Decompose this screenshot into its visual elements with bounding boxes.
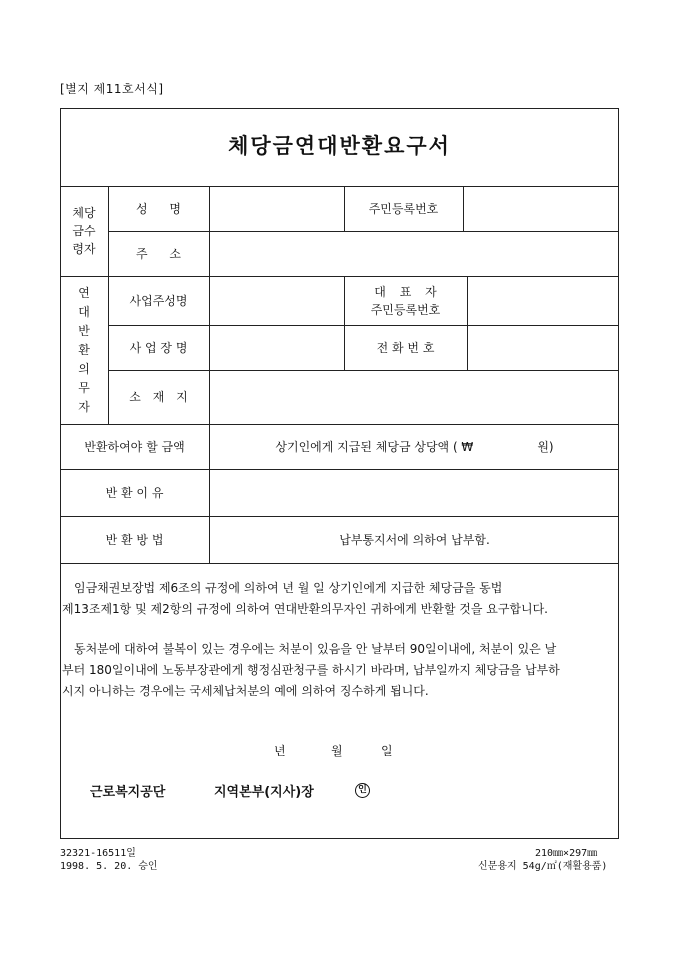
notice-paragraph-2 xyxy=(62,639,616,702)
name-label: 성 명 xyxy=(136,201,181,216)
office-head-title: 지역본부(지사)장 xyxy=(214,785,314,800)
owner-name-field[interactable] xyxy=(210,276,344,325)
group-label-line: 의 xyxy=(78,361,90,376)
group-label-line: 환 xyxy=(78,342,90,357)
resident-number-label: 주민등록번호 xyxy=(368,201,439,216)
seal-icon: 인 xyxy=(355,783,370,798)
address-field[interactable] xyxy=(210,231,619,276)
amount-label: 반환하여야 할 금액 xyxy=(84,439,185,454)
method-value: 납부통지서에 의하여 납부함. xyxy=(339,532,490,547)
location-label: 소 재 지 xyxy=(129,390,188,404)
owner-name-label: 사업주성명 xyxy=(129,293,188,308)
approval-date: 1998. 5. 20. 승인 xyxy=(60,861,158,872)
paragraph-line: 동처분에 대하여 불복이 있는 경우에는 처분이 있음을 안 날부터 90일이내에, 처분이 있은 날 xyxy=(74,642,557,656)
workplace-label: 사 업 장 명 xyxy=(129,340,188,355)
rep-label-line: 대 표 자 xyxy=(374,284,437,299)
obligor-group-label xyxy=(60,276,108,424)
representative-field[interactable] xyxy=(468,276,619,325)
workplace-field[interactable] xyxy=(210,325,344,370)
rep-label-line: 주민등록번호 xyxy=(370,302,441,317)
date-month-label: 월 xyxy=(331,744,343,758)
amount-text: 상기인에게 지급된 체당금 상당액 ( ₩ xyxy=(275,439,474,454)
phone-label: 전 화 번 호 xyxy=(376,340,435,355)
resident-number-field[interactable] xyxy=(464,186,619,231)
paragraph-line: 제13조제1항 및 제2항의 규정에 의하여 연대반환의무자인 귀하에게 반환할 것을 요구합니다. xyxy=(62,602,548,616)
amount-unit: 원) xyxy=(537,439,554,454)
phone-field[interactable] xyxy=(468,325,619,370)
representative-label xyxy=(344,276,467,325)
group-label-line: 령자 xyxy=(72,242,96,256)
paragraph-line: 임금채권보장법 제6조의 규정에 의하여 년 월 일 상기인에게 지급한 체당금을 동법 xyxy=(74,581,503,595)
method-label: 반 환 방 법 xyxy=(105,532,164,547)
date-year-label: 년 xyxy=(274,744,286,758)
form-number-label: [별지 제11호서식] xyxy=(60,82,164,96)
address-label: 주 소 xyxy=(136,246,181,261)
group-label-line: 반 xyxy=(78,323,90,338)
group-label-line: 무 xyxy=(78,380,90,395)
reason-field[interactable] xyxy=(210,469,619,516)
reason-label: 반 환 이 유 xyxy=(105,485,164,500)
group-label-line: 체당 xyxy=(72,206,96,220)
group-label-line: 자 xyxy=(78,399,90,414)
recipient-group-label xyxy=(60,186,108,276)
notice-paragraph-1 xyxy=(62,578,616,620)
amount-field[interactable] xyxy=(210,424,619,469)
seal-mark xyxy=(355,781,370,798)
paragraph-line: 부터 180일이내에 노동부장관에게 행정심판청구를 하시기 바라며, 납부일까지 체당금을 납부하 xyxy=(62,663,560,677)
paragraph-line: 시지 아니하는 경우에는 국세체납처분의 예에 의하여 징수하게 됩니다. xyxy=(62,684,429,698)
form-code: 32321-16511일 xyxy=(60,848,136,859)
date-day-label: 일 xyxy=(381,744,393,758)
paper-size: 210㎜×297㎜ xyxy=(535,848,598,859)
name-field[interactable] xyxy=(210,186,344,231)
group-label-line: 대 xyxy=(78,304,90,319)
group-label-line: 연 xyxy=(78,285,90,300)
organization-name: 근로복지공단 xyxy=(90,785,166,800)
paper-type: 신문용지 54g/㎡(재활용품) xyxy=(478,861,608,872)
location-field[interactable] xyxy=(210,370,619,424)
group-label-line: 금수 xyxy=(72,224,96,238)
row-divider xyxy=(60,563,619,564)
page-title: 체당금연대반환요구서 xyxy=(228,133,451,158)
